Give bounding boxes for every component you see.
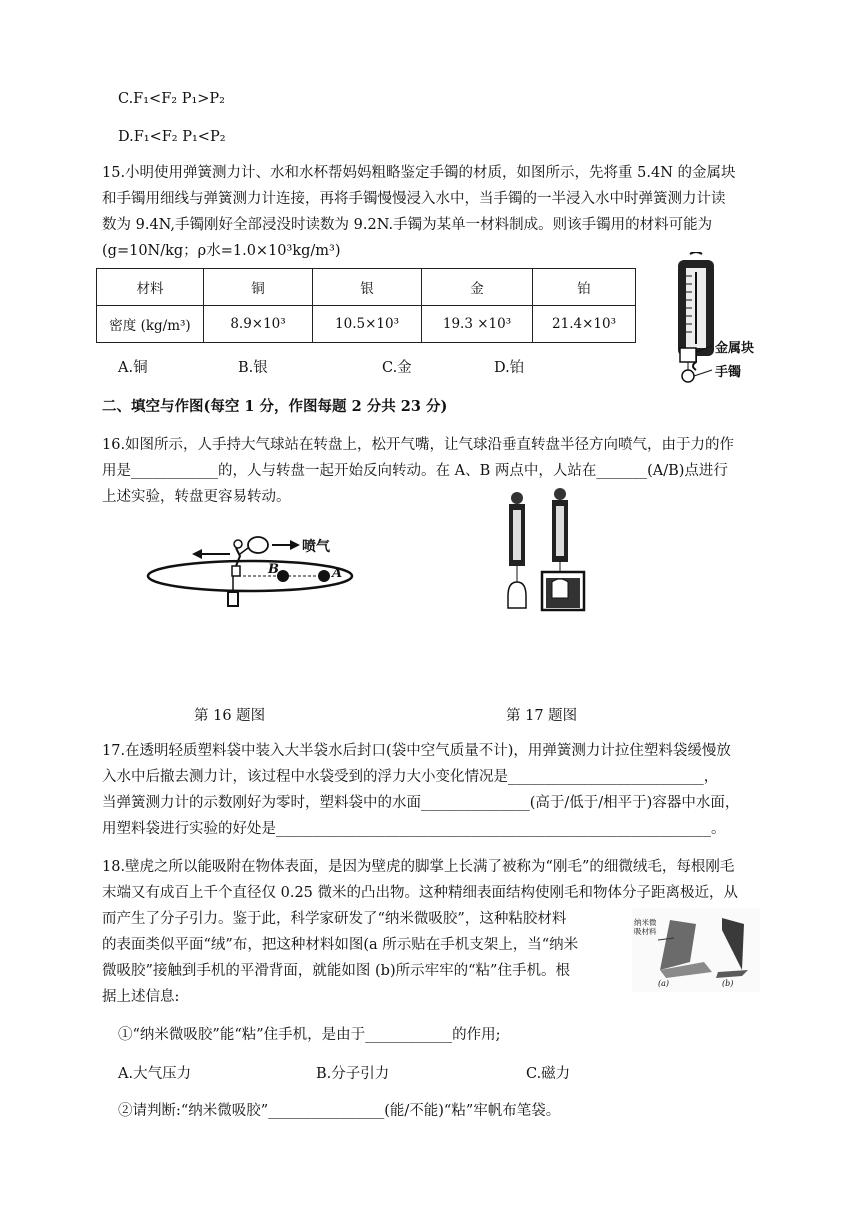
q18-option-a: A.大气压力 <box>118 1066 192 1082</box>
label-point-b: B <box>268 562 279 577</box>
label-metal-block: 金属块 <box>715 341 755 356</box>
label-fig-a: (a) <box>658 979 670 988</box>
q15-line-1: 15.小明使用弹簧测力计、水和水杯帮妈妈粗略鉴定手镯的材质，如图所示，先将重 5.4N 的金属块 <box>102 165 736 181</box>
label-spray: 喷气 <box>302 539 330 555</box>
q16-line-3: 上述实验，转盘更容易转动。 <box>102 489 291 505</box>
table-cell: 金 <box>422 269 533 306</box>
q17-line-2: 入水中后撤去测力计，该过程中水袋受到的浮力大小变化情况是___________________________， <box>102 769 719 785</box>
q16-line-2: 用是____________的，人与转盘一起开始反向转动。在 A、B 两点中，人站在_______(A/B)点进行 <box>102 463 728 479</box>
q17-line-4: 用塑料袋进行实验的好处是____________________________________________________________。 <box>102 821 726 837</box>
q18-line-6: 据上述信息: <box>102 989 180 1005</box>
q18-line-4: 的表面类似平面“绒”布，把这种材料如图(a 所示贴在手机支架上，当“纳米 <box>102 937 579 953</box>
table-row <box>97 306 636 343</box>
q18-option-c: C.磁力 <box>526 1066 571 1082</box>
label-point-a: A <box>332 566 343 581</box>
table-cell: 银 <box>313 269 422 306</box>
table-cell: 材料 <box>97 269 204 306</box>
table-cell: 铂 <box>533 269 636 306</box>
q18-line-3: 而产生了分子引力。鉴于此，科学家研发了“纳米微吸胶”，这种粘胶材料 <box>102 911 567 927</box>
table-cell: 8.9×10³ <box>204 306 313 343</box>
table-cell: 10.5×10³ <box>313 306 422 343</box>
table-cell: 铜 <box>204 269 313 306</box>
q18-line-1: 18.壁虎之所以能吸附在物体表面，是因为壁虎的脚掌上长满了被称为“刚毛”的细微绒毛，每根刚毛 <box>102 859 735 875</box>
q16-turntable-figure <box>140 528 380 618</box>
q16-caption: 第 16 题图 <box>194 708 266 724</box>
q18-option-b: B.分子引力 <box>316 1066 390 1082</box>
q16-line-1: 16.如图所示，人手持大气球站在转盘上，松开气嘴，让气球沿垂直转盘半径方向喷气，由于力的作 <box>102 437 735 453</box>
q18-line-2: 末端又有成百上千个直径仅 0.25 微米的凸出物。这种精细表面结构使刚毛和物体分子距离极近，从 <box>102 885 738 901</box>
label-nano-material: 纳米微吸材料 <box>634 918 657 936</box>
label-bracelet: 手镯 <box>715 365 742 380</box>
table-cell: 21.4×10³ <box>533 306 636 343</box>
q15-option-b: B.银 <box>238 360 268 376</box>
q15-line-3: 数为 9.4N,手镯刚好全部浸没时读数为 9.2N.手镯为某单一材料制成。则该手镯用的材料可能为 <box>102 217 713 233</box>
q14-option-d: D.F₁<F₂ P₁<P₂ <box>118 129 226 145</box>
table-cell: 19.3 ×10³ <box>422 306 533 343</box>
q18-line-5: 微吸胶”接触到手机的平滑背面，就能如图 (b)所示牢牢的“粘”住手机。根 <box>102 963 570 979</box>
label-fig-b: (b) <box>722 979 734 988</box>
q14-option-c: C.F₁<F₂ P₁>P₂ <box>118 91 225 107</box>
q17-line-1: 17.在透明轻质塑料袋中装入大半袋水后封口(袋中空气质量不计)，用弹簧测力计拉住塑料袋缓慢放 <box>102 743 731 759</box>
section-title: 二、填空与作图(每空 1 分，作图每题 2 分共 23 分) <box>102 398 448 415</box>
q15-option-a: A.铜 <box>118 360 148 376</box>
table-row <box>97 269 636 306</box>
q15-line-4: (g=10N/kg；ρ水=1.0×10³kg/m³) <box>102 243 341 259</box>
q15-line-2: 和手镯用细线与弹簧测力计连接，再将手镯慢慢浸入水中，当手镯的一半浸入水中时弹簧测力计读 <box>102 191 726 207</box>
q17-spring-scale-figure <box>498 486 598 616</box>
table-cell: 密度 (kg/m³) <box>97 306 204 343</box>
q18-sub-1: ①“纳米微吸胶”能“粘”住手机，是由于____________的作用; <box>118 1027 501 1043</box>
q15-option-c: C.金 <box>382 360 412 376</box>
q18-sub-2: ②请判断:“纳米微吸胶”________________(能/不能)“粘”牢帆布笔袋。 <box>118 1103 561 1119</box>
q17-caption: 第 17 题图 <box>506 708 578 724</box>
q15-option-d: D.铂 <box>494 360 525 376</box>
q17-line-3: 当弹簧测力计的示数刚好为零时，塑料袋中的水面_______________(高于/低于/相平于)容器中水面， <box>102 795 740 811</box>
density-table <box>96 268 636 343</box>
